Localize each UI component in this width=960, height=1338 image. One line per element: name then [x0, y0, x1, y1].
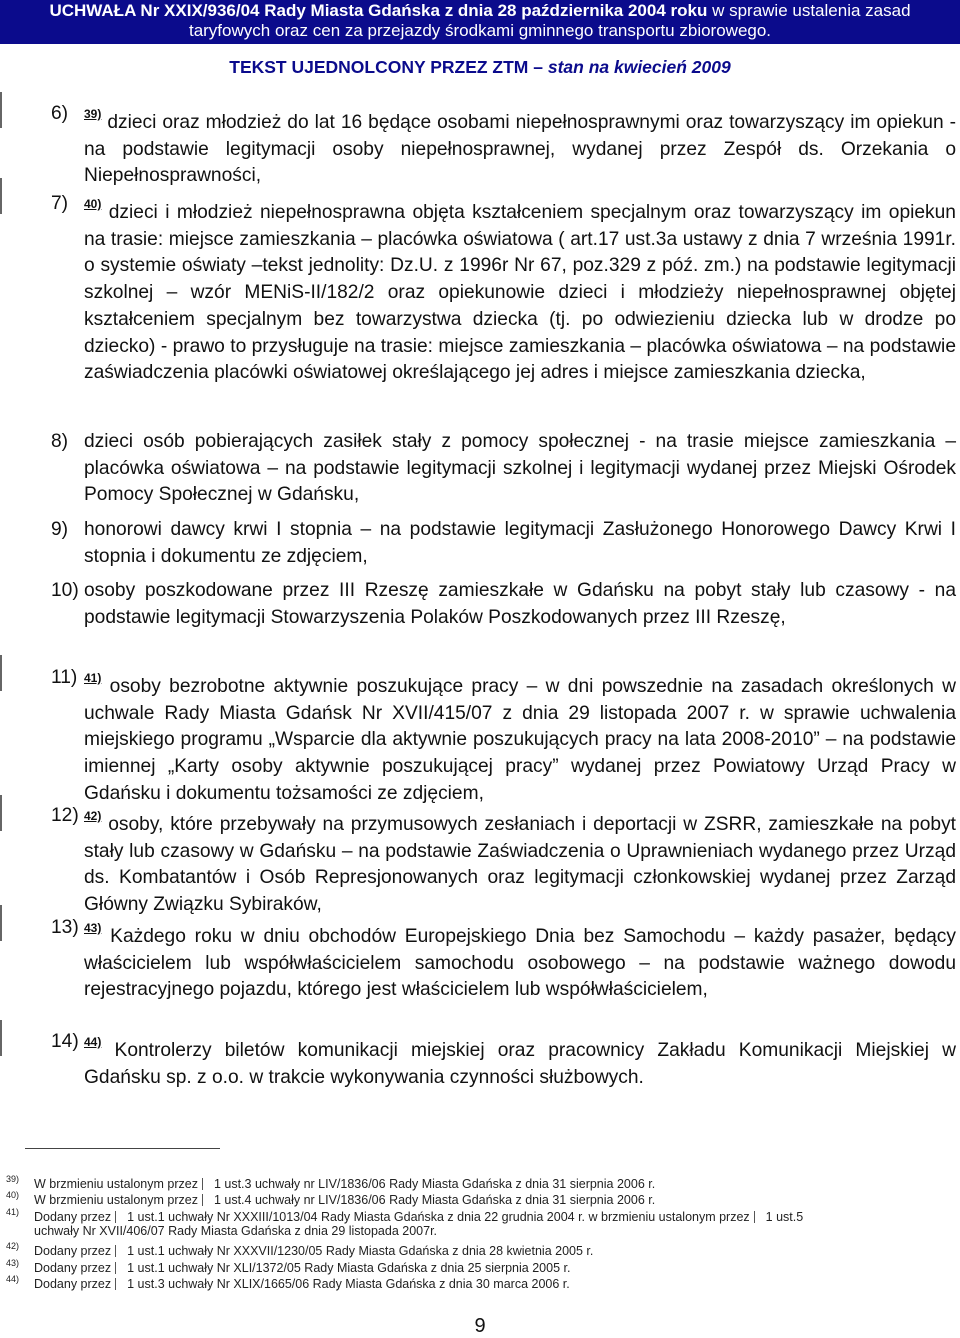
- footnote-text: 1 ust.1 uchwały Nr XXXIII/1013/04 Rady Miasta Gdańska z dnia 22 grudnia 2004 r. w brzmieniu ustalonym przez: [127, 1210, 750, 1224]
- footnote-number: 41): [6, 1207, 20, 1217]
- footnote-ref[interactable]: 44): [84, 1035, 102, 1049]
- item-number: 12): [51, 805, 79, 826]
- item-text: [84, 915, 956, 1004]
- footnote-ref[interactable]: 41): [84, 671, 102, 685]
- footnote-text: Dodany przez: [34, 1261, 112, 1275]
- section-sign-icon: [115, 1211, 123, 1223]
- document-header: [0, 0, 960, 44]
- footnote-text: 1 ust.3 uchwały Nr XLIX/1665/06 Rady Miasta Gdańska z dnia 30 marca 2006 r.: [127, 1277, 570, 1291]
- item-body: dzieci i młodzież niepełnosprawna objęta kształceniem specjalnym oraz towarzyszący im opiekun na trasie: miejsce zamieszkania – placówka oświatowa ( art.17 ust.3a ustawy z dnia 7 września 1991r. o systemie oświaty –tekst jednolity: Dz.U. z 1996r Nr 67, poz.329 z póź. zm.) na podstawie legitymacji szkolnej – wzór MENiS-II/182/2 oraz opiekunowie dzieci i młodzieży niepełnosprawnej objętej kształceniem specjalnym bez towarzystwa dziecka (tj. po odwiezieniu dziecka lub w drodze po dziecko) - prawo to przysługuje na trasie: miejsce zamieszkania – placówka oświatowa – na podstawie zaświadczenia placówki oświatowej określającego jej adres i miejsce zamieszkania dziecka,: [84, 202, 956, 384]
- footnote-text: 1 ust.4 uchwały nr LIV/1836/06 Rady Miasta Gdańska z dnia 31 sierpnia 2006 r.: [213, 1193, 656, 1207]
- item-text: [84, 429, 956, 509]
- consolidated-text-label: TEKST UJEDNOLCONY PRZEZ ZTM –: [229, 57, 548, 77]
- footnote: [6, 1205, 946, 1239]
- page-number: 9: [474, 1315, 486, 1337]
- item-number: 7): [51, 193, 69, 214]
- item-text: [84, 101, 956, 190]
- footnote-number: 43): [6, 1258, 20, 1268]
- revision-bar: [0, 178, 2, 214]
- header-title-bold: UCHWAŁA Nr XXIX/936/04 Rady Miasta Gdańska z dnia 28 października 2004 roku: [49, 1, 708, 20]
- item-text: [84, 517, 956, 570]
- revision-bar: [0, 655, 2, 691]
- item-text: [84, 578, 956, 631]
- item-text: [84, 1029, 956, 1091]
- item-text: [84, 665, 956, 808]
- footnote-text: 1 ust.3 uchwały nr LIV/1836/06 Rady Miasta Gdańska z dnia 31 sierpnia 2006 r.: [213, 1177, 656, 1191]
- item-body: osoby, które przebywały na przymusowych zesłaniach i deportacji w ZSRR, zamieszkałe na pobyt stały lub czasowy w Gdańsku – na podstawie Zaświadczenia o Uprawnieniach wydanego przez Urząd ds. Kombatantów i Osób Represjonowanych oraz legitymacji członkowskiej wydanej przez Zarząd Główny Związku Sybiraków,: [84, 814, 956, 916]
- header-title-line2: taryfowych oraz cen za przejazdy środkami gminnego transportu zbiorowego.: [188, 21, 772, 40]
- revision-bar: [0, 795, 2, 831]
- footnote-separator: [25, 1148, 220, 1149]
- item-text: [84, 191, 956, 387]
- consolidated-text-note: [0, 57, 960, 78]
- footnote-text: 1 ust.1 uchwały Nr XLI/1372/05 Rady Miasta Gdańska z dnia 25 sierpnia 2005 r.: [127, 1261, 571, 1275]
- item-number: 13): [51, 917, 79, 938]
- section-sign-icon: [115, 1278, 123, 1290]
- item-number: 10): [51, 580, 79, 601]
- footnote-text: Dodany przez: [34, 1244, 112, 1258]
- item-number: 11): [51, 667, 78, 688]
- item-body: dzieci oraz młodzież do lat 16 będące osobami niepełnosprawnymi oraz towarzyszący im opiekun - na podstawie legitymacji osoby niepełnosprawnej, wydanej przez Zespół ds. Orzekania o Niepełnosprawności,: [84, 112, 956, 187]
- item-body: Kontrolerzy biletów komunikacji miejskiej oraz pracownicy Zakładu Komunikacji Miejskiej w Gdańsku sp. z o.o. w trakcie wykonywania czynności służbowych.: [84, 1040, 956, 1088]
- footnote-text-continued: uchwały Nr XVII/406/07 Rady Miasta Gdańska z dnia 29 listopada 2007r.: [34, 1224, 438, 1239]
- footnote-ref[interactable]: 40): [84, 197, 102, 211]
- footnote-text: W brzmieniu ustalonym przez: [34, 1193, 198, 1207]
- item-body: osoby bezrobotne aktywnie poszukujące pracy – w dni powszednie na zasadach określonych w uchwale Rady Miasta Gdańsk Nr XVII/415/07 z dnia 29 listopada 2007 r. w sprawie uchwalenia miejskiego programu „Wsparcie dla aktywnie poszukujących pracy na lata 2008-2010” – na podstawie imiennej „Karty osoby aktywnie poszukującej pracy” wydanej przez Powiatowy Urząd Pracy w Gdańsku i dokumentu tożsamości ze zdjęciem,: [84, 676, 956, 804]
- item-body: dzieci osób pobierających zasiłek stały z pomocy społecznej - na trasie miejsce zamieszkania – placówka oświatowa – na podstawie legitymacji szkolnej i legitymacji wydanej przez Miejski Ośrodek Pomocy Społecznej w Gdańsku,: [84, 431, 956, 506]
- status-date: stan na kwiecień 2009: [547, 57, 731, 77]
- header-title-rest: w sprawie ustalenia zasad: [707, 1, 911, 20]
- item-text: [84, 803, 956, 919]
- item-body: Każdego roku w dniu obchodów Europejskiego Dnia bez Samochodu – każdy pasażer, będący właścicielem lub współwłaścicielem samochodu osobowego – na podstawie ważnego dowodu rejestracyjnego pojazdu, którego jest właścicielem lub współwłaścicielem,: [84, 926, 956, 1001]
- item-body: osoby poszkodowane przez III Rzeszę zamieszkałe w Gdańsku na pobyt stały lub czasowy - na podstawie legitymacji Stowarzyszenia Polaków Poszkodowanych przez III Rzeszę,: [84, 580, 956, 628]
- footnote-number: 42): [6, 1241, 20, 1251]
- footnote-ref[interactable]: 39): [84, 107, 102, 121]
- revision-bar: [0, 1020, 2, 1056]
- item-body: honorowi dawcy krwi I stopnia – na podstawie legitymacji Zasłużonego Honorowego Dawcy Krwi I stopnia i dokumentu ze zdjęciem,: [84, 519, 956, 567]
- section-sign-icon: [754, 1211, 762, 1223]
- footnote-number: 39): [6, 1174, 20, 1184]
- item-number: 6): [51, 103, 69, 124]
- footnote-ref[interactable]: 43): [84, 921, 102, 935]
- footnote-text: Dodany przez: [34, 1210, 112, 1224]
- item-number: 8): [51, 431, 69, 452]
- footnote-text: Dodany przez: [34, 1277, 112, 1291]
- item-number: 9): [51, 519, 69, 540]
- revision-bar: [0, 905, 2, 941]
- footnote: [6, 1272, 946, 1291]
- footnote-text: W brzmieniu ustalonym przez: [34, 1177, 198, 1191]
- footnote-number: 40): [6, 1190, 20, 1200]
- footnote-number: 44): [6, 1274, 20, 1284]
- footnote-text: 1 ust.1 uchwały Nr XXXVII/1230/05 Rady Miasta Gdańska z dnia 28 kwietnia 2005 r.: [127, 1244, 594, 1258]
- footnote-text: 1 ust.5: [765, 1210, 804, 1224]
- footnote-ref[interactable]: 42): [84, 809, 102, 823]
- revision-bar: [0, 92, 2, 128]
- item-number: 14): [51, 1031, 79, 1052]
